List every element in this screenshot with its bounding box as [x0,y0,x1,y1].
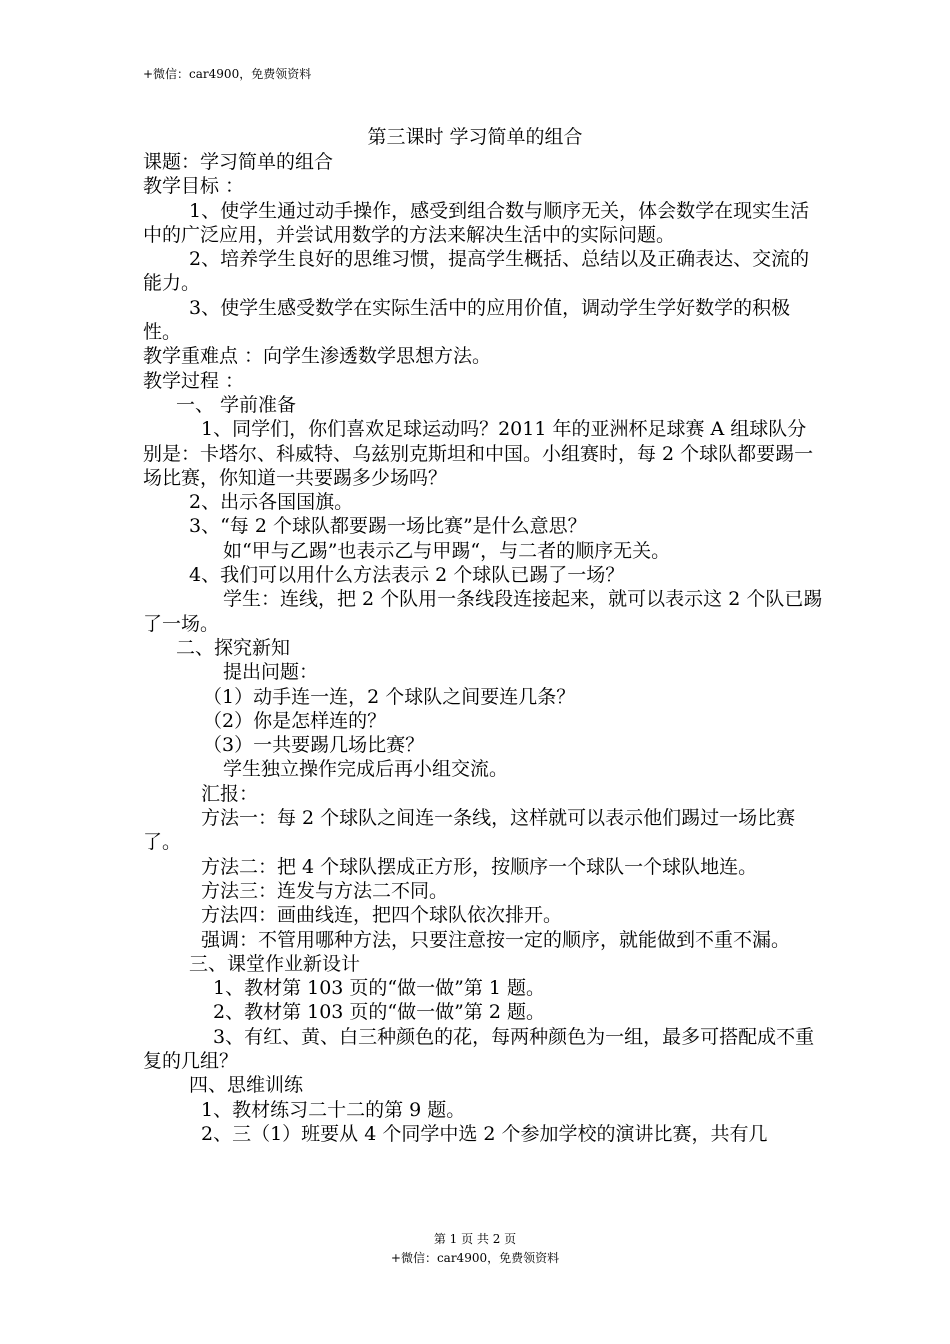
lesson-topic: 课题：学习简单的组合 [143,151,334,173]
exercise-item: 2、教材第 103 页的“做一做”第 2 题。 [213,1001,546,1024]
document-body [143,150,823,1146]
question-item: （1）动手连一连，2 个球队之间要连几条？ [203,685,576,708]
question-item: （2）你是怎样连的？ [203,709,387,732]
exercise-item: 2、三（1）班要从 4 个同学中选 2 个参加学校的演讲比赛，共有几 [201,1122,768,1145]
paragraph: 强调：不管用哪种方法，只要注意按一定的顺序，就能做到不重不漏。 [201,928,791,951]
section-heading: 一、 学前准备 [176,393,297,416]
key-points: 教学重难点 ：向学生渗透数学思想方法。 [143,345,492,368]
document-title: 第三课时 学习简单的组合 [367,126,583,148]
question-item: （3）一共要踢几场比赛？ [203,734,425,757]
goal-item: 2、培养学生良好的思维习惯，提高学生概括、总结以及正确表达、交流的能力。 [143,248,810,295]
method-item: 方法三：连发与方法二不同。 [201,879,449,902]
section-heading: 四、思维训练 [189,1074,304,1097]
exercise-item: 1、教材练习二十二的第 9 题。 [201,1098,466,1121]
paragraph: 学生独立操作完成后再小组交流。 [223,758,509,781]
paragraph: 3、“每 2 个球队都要踢一场比赛”是什么意思？ [189,515,587,538]
page-number: 第 1 页 共 2 页 [433,1232,517,1246]
section-heading: 二、探究新知 [176,636,291,659]
section-heading: 三、课堂作业新设计 [189,952,361,975]
paragraph: 4、我们可以用什么方法表示 2 个球队已踢了一场？ [189,564,625,587]
paragraph: 2、出示各国国旗。 [189,491,354,514]
paragraph: 1、同学们，你们喜欢足球运动吗？2011 年的亚洲杯足球赛 A 组球队分别是：卡塔尔、科威特、乌兹别克斯坦和中国。小组赛时，每 2 个球队都要踢一场比赛，你知道一共要踢多少场吗？ [143,418,814,489]
method-item: 方法二：把 4 个球队摆成正方形，按顺序一个球队一个球队地连。 [201,855,758,878]
header-promo: +微信：car4900，免费领资料 [143,67,312,81]
footer-promo: +微信：car4900，免费领资料 [390,1251,560,1265]
goal-item: 1、使学生通过动手操作，感受到组合数与顺序无关，体会数学在现实生活中的广泛应用，并尝试用数学的方法来解决生活中的实际问题。 [143,199,810,246]
method-item: 方法四：画曲线连，把四个球队依次排开。 [201,904,563,927]
method-item: 方法一：每 2 个球队之间连一条线，这样就可以表示他们踢过一场比赛了。 [143,807,796,854]
exercise-item: 3、有红、黄、白三种颜色的花，每两种颜色为一组，最多可搭配成不重复的几组？ [143,1025,815,1072]
paragraph: 汇报： [201,782,259,805]
paragraph: 如“甲与乙踢”也表示乙与甲踢“，与二者的顺序无关。 [223,539,671,562]
paragraph: 学生：连线，把 2 个队用一条线段连接起来，就可以表示这 2 个队已踢了一场。 [143,588,823,635]
goals-heading: 教学目标 ： [143,175,245,198]
goal-item: 3、使学生感受数学在实际生活中的应用价值，调动学生学好数学的积极性。 [143,296,791,344]
paragraph: 提出问题： [223,661,319,684]
process-heading: 教学过程 ： [143,369,245,392]
exercise-item: 1、教材第 103 页的“做一做”第 1 题。 [213,977,546,1000]
